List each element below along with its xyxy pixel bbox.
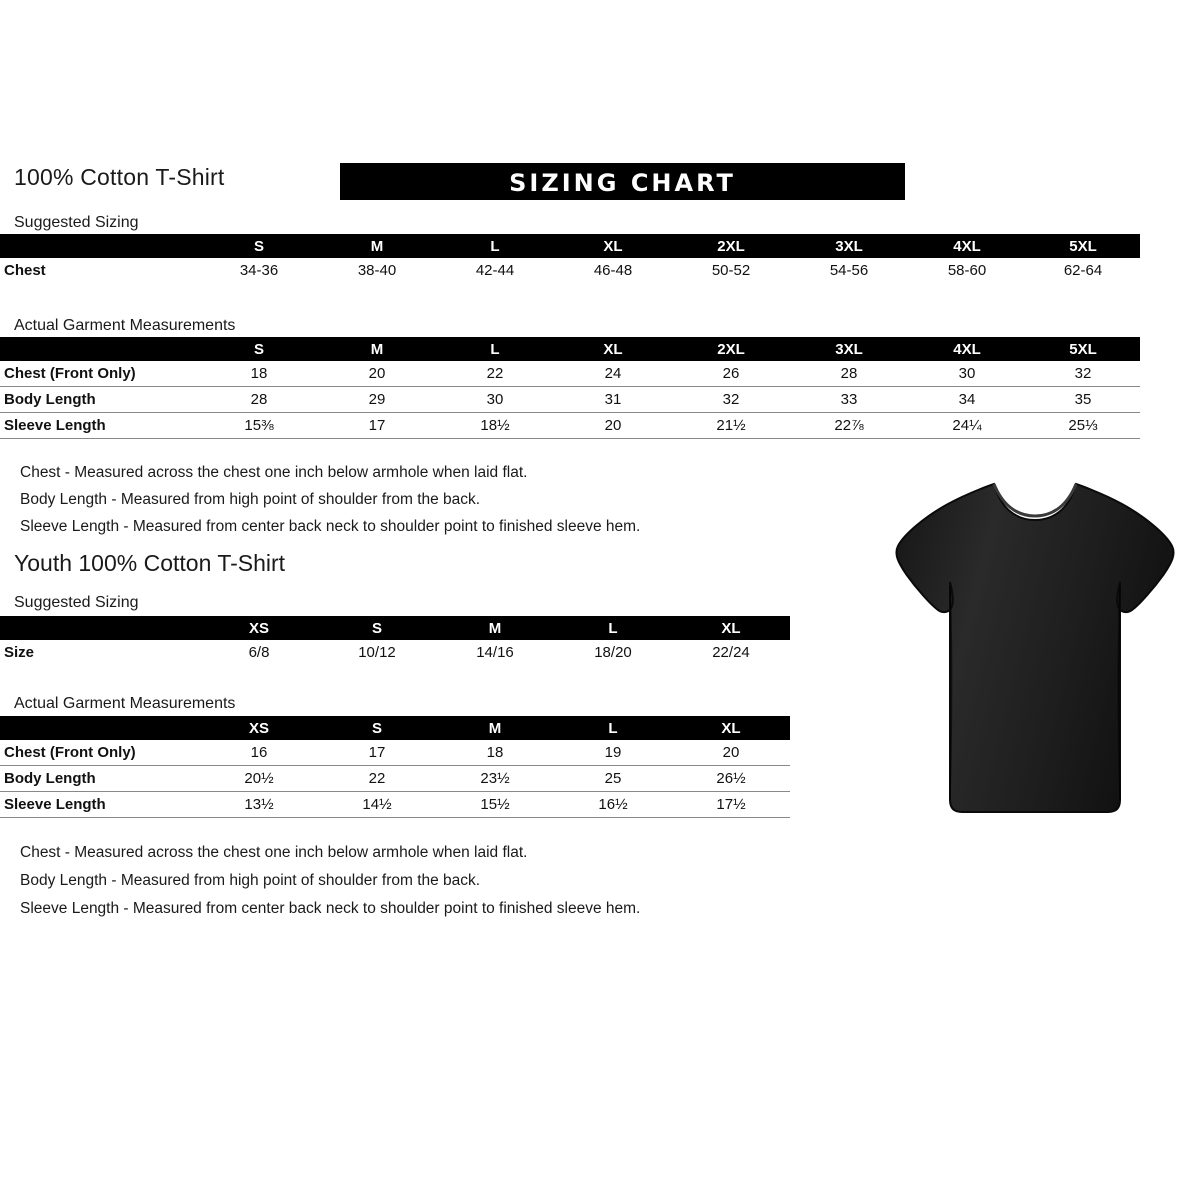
cell: 30 [908,361,1026,387]
col-head-3: M [436,616,554,640]
col-head-5: 2XL [672,337,790,361]
cell: 23½ [436,766,554,792]
adult-note-chest: Chest - Measured across the chest one inch below armhole when laid flat. [20,464,528,481]
col-head-8: 5XL [1026,234,1140,258]
adult-note-body-length: Body Length - Measured from high point of shoulder from the back. [20,491,481,508]
cell: 46-48 [593,262,633,279]
col-head-2: M [318,337,436,361]
cell: 35 [1026,387,1140,413]
row-label: Chest (Front Only) [0,361,200,387]
row-label: Size [4,644,35,661]
cell: 32 [672,387,790,413]
cell: 6/8 [248,644,270,661]
table-row [0,361,1140,387]
col-head-0 [0,234,200,258]
cell: 22 [318,766,436,792]
youth-note-body-length: Body Length - Measured from high point of shoulder from the back. [20,872,481,889]
cell: 25 [554,766,672,792]
col-head-0 [0,337,200,361]
adult-actual-measurements-table [0,337,1140,439]
cell: 18 [436,740,554,766]
youth-actual-measurements-label: Actual Garment Measurements [14,695,236,712]
cell: 28 [790,361,908,387]
cell: 34-36 [239,262,279,279]
col-head-6: 3XL [790,337,908,361]
cell: 22 [436,361,554,387]
cell: 38-40 [357,262,397,279]
row-label: Body Length [0,766,200,792]
cell: 13½ [200,792,318,818]
adult-note-sleeve-length: Sleeve Length - Measured from center back neck to shoulder point to finished sleeve hem. [20,518,641,535]
table-row [0,792,790,818]
cell: 17 [318,413,436,439]
cell: 42-44 [475,262,515,279]
cell: 18 [200,361,318,387]
cell: 29 [318,387,436,413]
col-head-0 [0,716,200,740]
col-head-1: S [200,337,318,361]
cell: 26½ [672,766,790,792]
col-head-4: XL [554,337,672,361]
cell: 28 [200,387,318,413]
col-head-8: 5XL [1026,337,1140,361]
cell: 17½ [672,792,790,818]
adult-actual-measurements-label: Actual Garment Measurements [14,317,236,334]
col-head-5: 2XL [672,234,790,258]
table-header-row [0,234,1140,258]
cell: 24 [554,361,672,387]
col-head-1: S [200,234,318,258]
table-row [0,258,1140,283]
cell: 18½ [436,413,554,439]
col-head-2: M [318,234,436,258]
col-head-3: M [436,716,554,740]
youth-product-title: Youth 100% Cotton T-Shirt [14,550,286,576]
row-label: Sleeve Length [0,792,200,818]
cell: 16½ [554,792,672,818]
cell: 16 [200,740,318,766]
col-head-7: 4XL [908,337,1026,361]
row-label: Body Length [0,387,200,413]
cell: 34 [908,387,1026,413]
cell: 20 [672,740,790,766]
cell: 62-64 [1063,262,1103,279]
cell: 32 [1026,361,1140,387]
row-label: Sleeve Length [0,413,200,439]
cell: 58-60 [947,262,987,279]
cell: 18/20 [594,644,632,661]
table-header-row [0,616,790,640]
table-row [0,387,1140,413]
col-head-5: XL [672,716,790,740]
youth-suggested-sizing-table [0,616,790,665]
cell: 26 [672,361,790,387]
cell: 20 [318,361,436,387]
col-head-6: 3XL [790,234,908,258]
cell: 20½ [200,766,318,792]
col-head-4: XL [554,234,672,258]
cell: 10/12 [358,644,396,661]
youth-note-sleeve-length: Sleeve Length - Measured from center back neck to shoulder point to finished sleeve hem. [20,900,641,917]
cell: 50-52 [711,262,751,279]
cell: 22⅞ [790,413,908,439]
cell: 22/24 [712,644,750,661]
adult-suggested-sizing-table [0,234,1140,283]
cell: 25⅓ [1026,413,1140,439]
table-header-row [0,716,790,740]
col-head-4: L [554,716,672,740]
cell: 15½ [436,792,554,818]
table-row [0,740,790,766]
table-row [0,766,790,792]
col-head-5: XL [672,616,790,640]
cell: 30 [436,387,554,413]
cell: 15⅜ [200,413,318,439]
youth-suggested-sizing-label: Suggested Sizing [14,594,139,611]
adult-product-title: 100% Cotton T-Shirt [14,164,225,190]
col-head-4: L [554,616,672,640]
cell: 19 [554,740,672,766]
cell: 14½ [318,792,436,818]
row-label: Chest (Front Only) [0,740,200,766]
table-header-row [0,337,1140,361]
cell: 24¼ [908,413,1026,439]
table-row [0,413,1140,439]
cell: 17 [318,740,436,766]
product-image [890,470,1180,815]
sizing-chart-banner-label: SIZING CHART [509,169,736,197]
col-head-1: XS [200,716,318,740]
col-head-3: L [436,337,554,361]
cell: 54-56 [829,262,869,279]
col-head-0 [0,616,200,640]
row-label: Chest [4,262,46,279]
tshirt-icon [890,470,1180,815]
cell: 31 [554,387,672,413]
col-head-3: L [436,234,554,258]
table-row [0,640,790,665]
adult-suggested-sizing-label: Suggested Sizing [14,214,139,231]
col-head-7: 4XL [908,234,1026,258]
cell: 21½ [672,413,790,439]
cell: 33 [790,387,908,413]
sizing-chart-banner [340,163,905,200]
col-head-2: S [318,716,436,740]
youth-actual-measurements-table [0,716,790,818]
cell: 14/16 [476,644,514,661]
col-head-2: S [318,616,436,640]
cell: 20 [554,413,672,439]
col-head-1: XS [200,616,318,640]
youth-note-chest: Chest - Measured across the chest one inch below armhole when laid flat. [20,844,528,861]
